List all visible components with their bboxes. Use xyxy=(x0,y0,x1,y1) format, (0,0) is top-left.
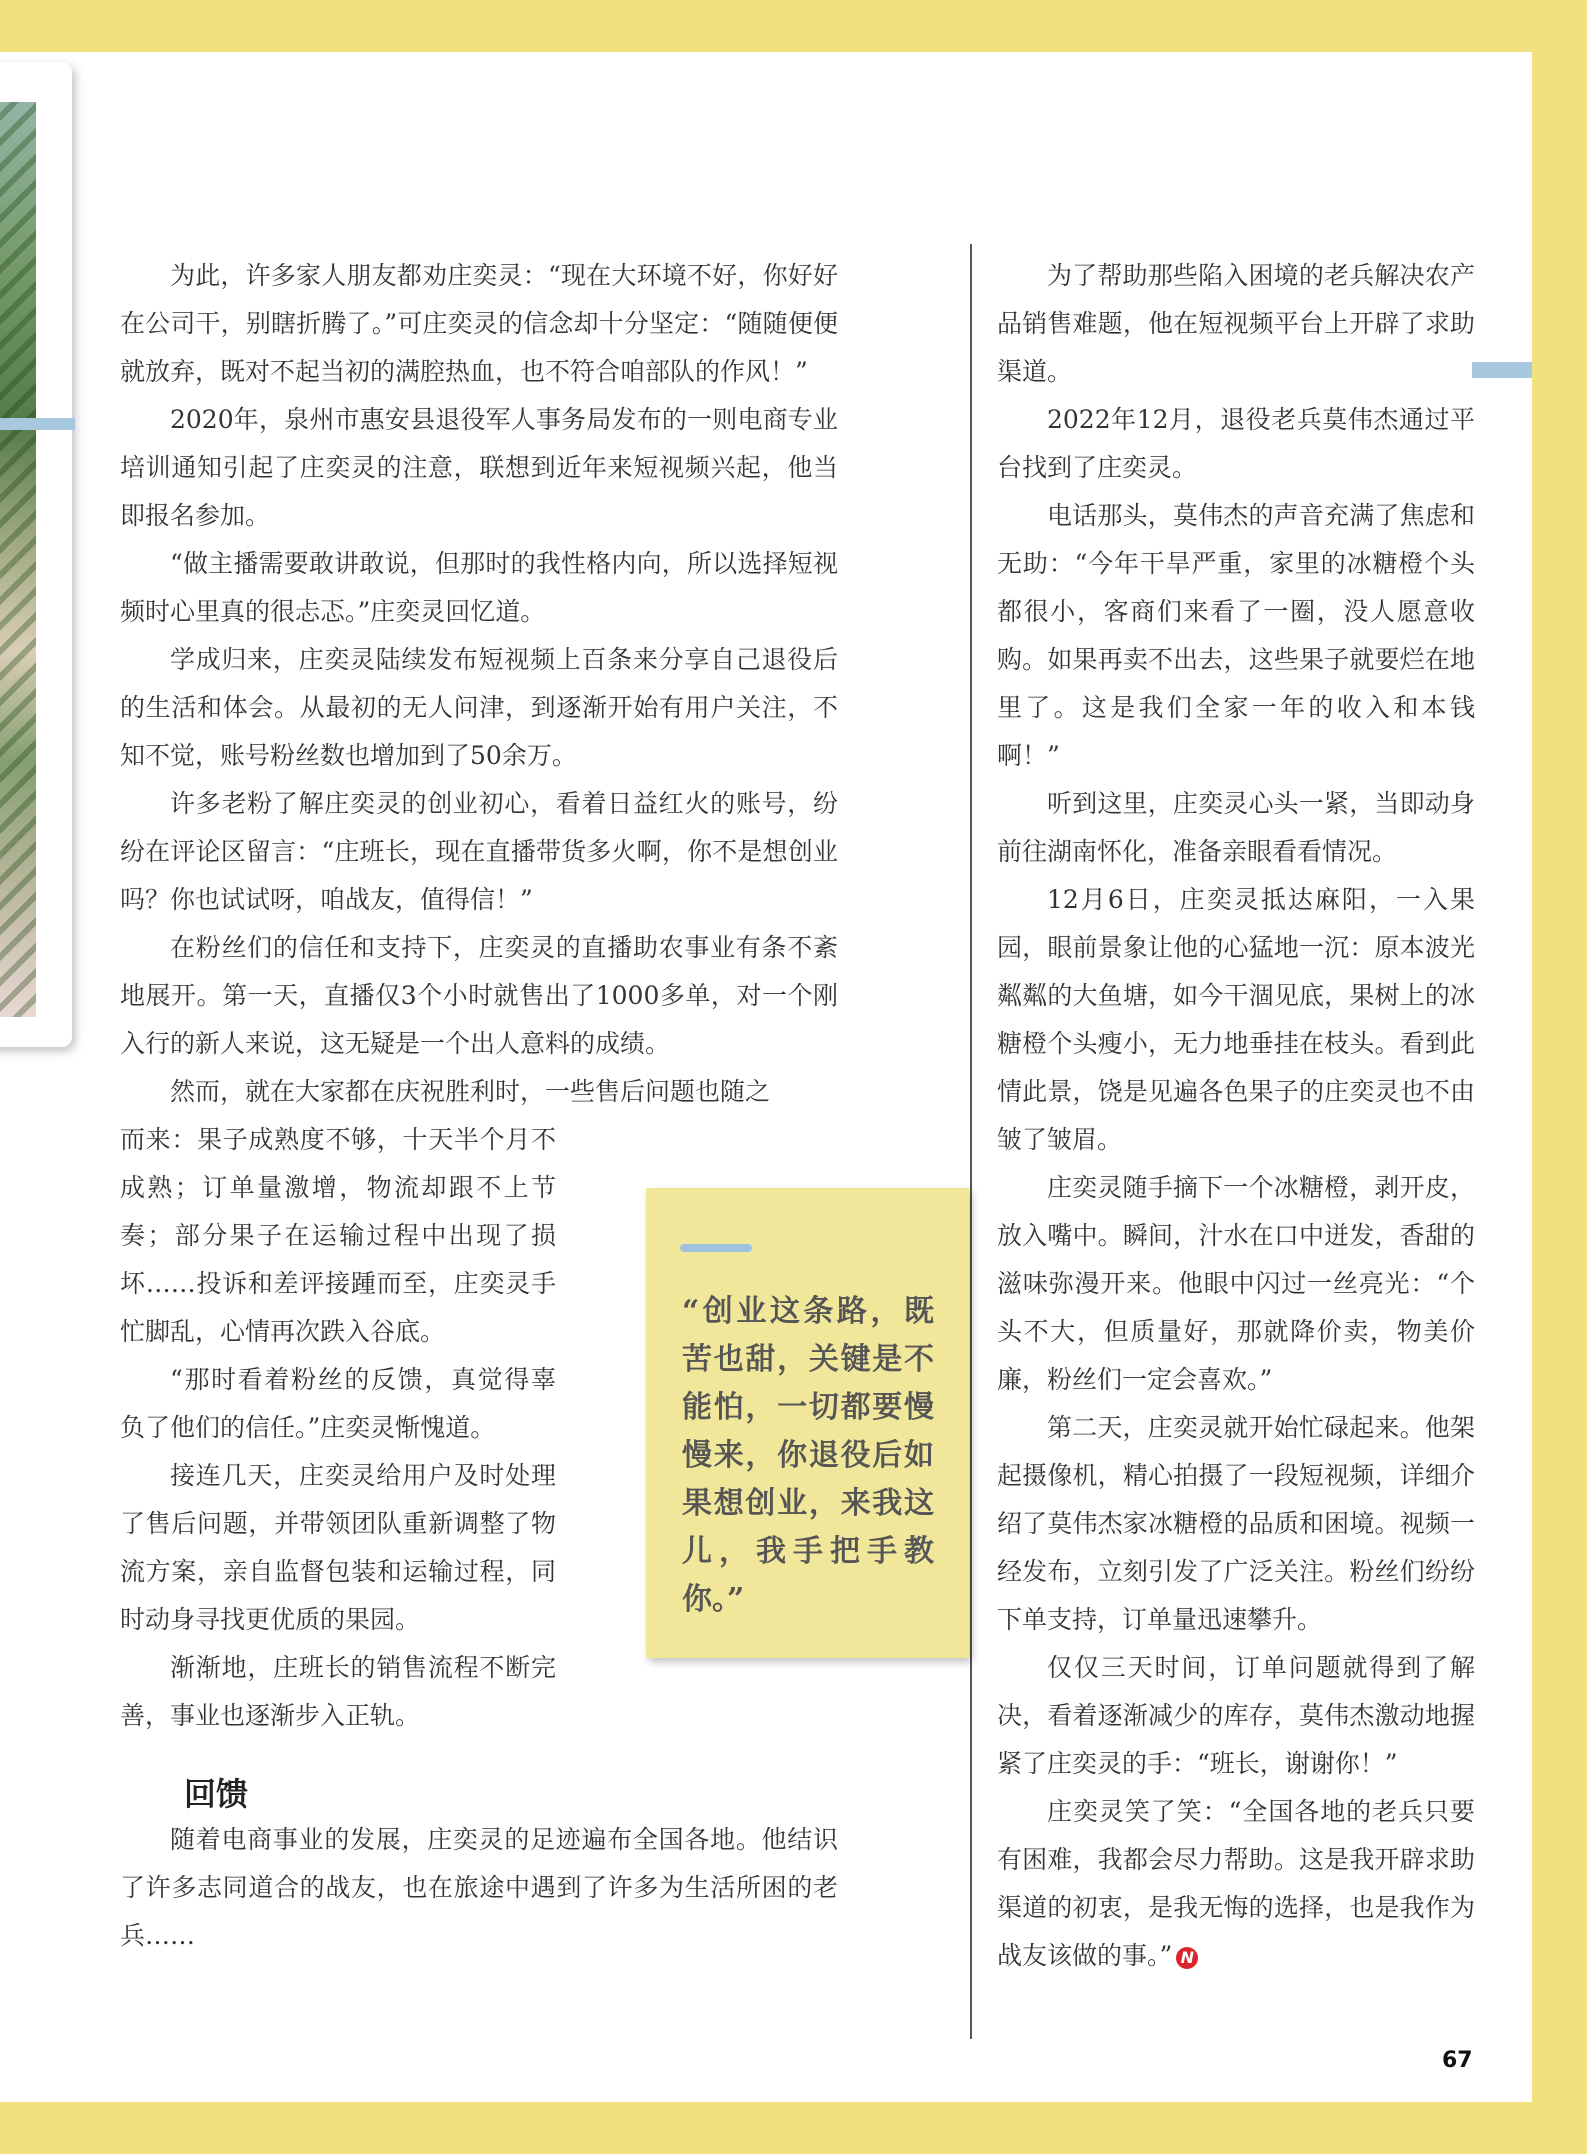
paragraph: 12月6日，庄奕灵抵达麻阳，一入果园，眼前景象让他的心猛地一沉：原本波光粼粼的大鱼塘，如今干涸见底，果树上的冰糖橙个头瘦小，无力地垂挂在枝头。看到此情此景，饶是见遍各色果子的庄奕灵也不由皱了皱眉。 xyxy=(997,885,1475,1154)
paragraph: 在粉丝们的信任和支持下，庄奕灵的直播助农事业有条不紊地展开。第一天，直播仅3个小时就售出了1000多单，对一个刚入行的新人来说，这无疑是一个出人意料的成绩。 xyxy=(120,933,838,1058)
end-mark-icon: N xyxy=(1176,1947,1198,1969)
article-column-right xyxy=(997,252,1475,1980)
magazine-page xyxy=(0,52,1532,2102)
orchard-photo xyxy=(0,102,36,1017)
paragraph: 2020年，泉州市惠安县退役军人事务局发布的一则电商专业培训通知引起了庄奕灵的注意，联想到近年来短视频兴起，他当即报名参加。 xyxy=(120,405,838,530)
page-number: 67 xyxy=(1442,2048,1473,2073)
final-paragraph-text: 庄奕灵笑了笑：“全国各地的老兵只要有困难，我都会尽力帮助。这是我开辟求助渠道的初衷，是我无悔的选择，也是我作为战友该做的事。” xyxy=(997,1797,1475,1970)
decorative-tab-left xyxy=(0,418,75,430)
paragraph: 为此，许多家人朋友都劝庄奕灵：“现在大环境不好，你好好在公司干，别瞎折腾了。”可庄奕灵的信念却十分坚定：“随随便便就放弃，既对不起当初的满腔热血，也不符合咱部队的作风！” xyxy=(120,261,838,386)
paragraph: 第二天，庄奕灵就开始忙碌起来。他架起摄像机，精心拍摄了一段短视频，详细介绍了莫伟杰家冰糖橙的品质和困境。视频一经发布，立刻引发了广泛关注。粉丝们纷纷下单支持，订单量迅速攀升。 xyxy=(997,1413,1475,1634)
pull-quote-box xyxy=(646,1188,969,1658)
paragraph: 渐渐地，庄班长的销售流程不断完善，事业也逐渐步入正轨。 xyxy=(120,1653,556,1730)
quote-accent-bar xyxy=(680,1244,752,1252)
paragraph: 庄奕灵随手摘下一个冰糖橙，剥开皮，放入嘴中。瞬间，汁水在口中迸发，香甜的滋味弥漫开来。他眼中闪过一丝亮光：“个头不大，但质量好，那就降价卖，物美价廉，粉丝们一定会喜欢。” xyxy=(997,1173,1475,1394)
photo-card xyxy=(0,62,72,1047)
section-heading-wrap xyxy=(120,1772,838,1816)
paragraph: 2022年12月，退役老兵莫伟杰通过平台找到了庄奕灵。 xyxy=(997,405,1475,482)
decorative-tab-right xyxy=(1472,362,1532,378)
paragraph-continued: 而来：果子成熟度不够，十天半个月不成熟；订单量激增，物流却跟不上节奏；部分果子在运输过程中出现了损坏……投诉和差评接踵而至，庄奕灵手忙脚乱，心情再次跌入谷底。 xyxy=(120,1125,556,1346)
section-heading: 回馈 xyxy=(184,1775,249,1813)
paragraph: 接连几天，庄奕灵给用户及时处理了售后问题，并带领团队重新调整了物流方案，亲自监督包装和运输过程，同时动身寻找更优质的果园。 xyxy=(120,1461,556,1634)
paragraph: “那时看着粉丝的反馈，真觉得辜负了他们的信任。”庄奕灵惭愧道。 xyxy=(120,1365,556,1442)
narrow-text-block xyxy=(120,1116,556,1740)
paragraph: 听到这里，庄奕灵心头一紧，当即动身前往湖南怀化，准备亲眼看看情况。 xyxy=(997,789,1475,866)
paragraph: 电话那头，莫伟杰的声音充满了焦虑和无助：“今年干旱严重，家里的冰糖橙个头都很小，客商们来看了一圈，没人愿意收购。如果再卖不出去，这些果子就要烂在地里了。这是我们全家一年的收入和本钱啊！” xyxy=(997,501,1475,770)
pull-quote-text: “创业这条路，既苦也甜，关键是不能怕，一切都要慢慢来，你退役后如果想创业，来我这儿，我手把手教你。” xyxy=(682,1294,934,1617)
paragraph: 随着电商事业的发展，庄奕灵的足迹遍布全国各地。他结识了许多志同道合的战友，也在旅途中遇到了许多为生活所困的老兵…… xyxy=(120,1825,838,1950)
paragraph-final xyxy=(997,1788,1475,1980)
column-divider xyxy=(970,244,972,2039)
article-column-left xyxy=(120,252,838,1960)
paragraph: 为了帮助那些陷入困境的老兵解决农产品销售难题，他在短视频平台上开辟了求助渠道。 xyxy=(997,261,1475,386)
paragraph: “做主播需要敢讲敢说，但那时的我性格内向，所以选择短视频时心里真的很忐忑。”庄奕灵回忆道。 xyxy=(120,549,838,626)
paragraph: 仅仅三天时间，订单问题就得到了解决，看着逐渐减少的库存，莫伟杰激动地握紧了庄奕灵的手：“班长，谢谢你！” xyxy=(997,1653,1475,1778)
paragraph: 许多老粉了解庄奕灵的创业初心，看着日益红火的账号，纷纷在评论区留言：“庄班长，现在直播带货多火啊，你不是想创业吗？你也试试呀，咱战友，值得信！” xyxy=(120,789,838,914)
paragraph: 然而，就在大家都在庆祝胜利时，一些售后问题也随之 xyxy=(170,1077,771,1106)
paragraph: 学成归来，庄奕灵陆续发布短视频上百条来分享自己退役后的生活和体会。从最初的无人问津，到逐渐开始有用户关注，不知不觉，账号粉丝数也增加到了50余万。 xyxy=(120,645,838,770)
